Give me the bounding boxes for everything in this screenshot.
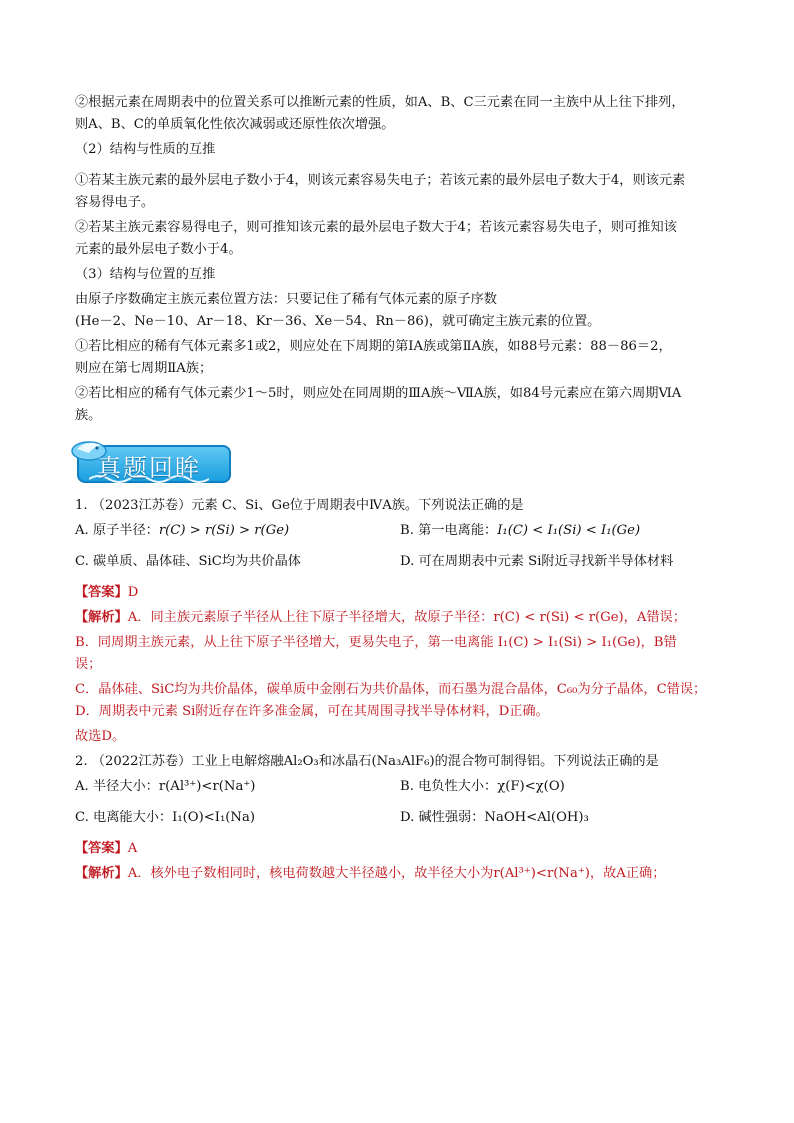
question-2-answer [75, 838, 725, 860]
paragraph-less-than-noble [75, 383, 725, 427]
text-line: ①若某主族元素的最外层电子数小于4，则该元素容易失电子；若该元素的最外层电子数大于4，则该元素 [75, 173, 686, 188]
question-2-options-row-1 [75, 776, 725, 798]
question-2-stem: 2. （2022江苏卷）工业上电解熔融Al₂O₃和冰晶石(Na₃AlF₆)的混合物可制得铝。下列说法正确的是 [75, 754, 659, 769]
question-1-analysis [75, 607, 725, 629]
question-1-stem: 1. （2023江苏卷）元素 C、Si、Ge位于周期表中ⅣA族。下列说法正确的是 [75, 498, 524, 513]
banner-title: 真题回眸 [97, 454, 201, 482]
option-label: B. 第一电离能： [400, 523, 498, 538]
text-line: 族。 [75, 408, 102, 423]
paragraph-more-than-noble [75, 336, 725, 380]
analysis-text: A．核外电子数相同时，核电荷数越大半径越小，故半径大小为r(Al³⁺)<r(Na⁺)，故A正确； [127, 866, 666, 881]
paragraph-atomic-number-method [75, 289, 725, 333]
text-line: ①若比相应的稀有气体元素多1或2，则应处在下周期的第ⅠA族或第ⅡA族，如88号元素：88－86＝2， [75, 339, 672, 354]
analysis-line-d: D．周期表中元素 Si附近存在许多准金属，可在其周围寻找半导体材料，D正确。 [75, 704, 549, 719]
option-expression: I₁(C) < I₁(Si) < I₁(Ge) [497, 523, 641, 538]
analysis-label: 【解析】 [75, 866, 128, 881]
heading-structure-position: （3）结构与位置的互推 [75, 267, 216, 282]
option-expression: r(C) > r(Si) > r(Ge) [158, 523, 290, 538]
text-line: ②若比相应的稀有气体元素少1～5时，则应处在同周期的ⅢA族～ⅦA族，如84号元素应在第六周期ⅥA [75, 386, 682, 401]
analysis-line-c: C．晶体硅、SiC均为共价晶体，碳单质中金刚石为共价晶体，而石墨为混合晶体，C₆₀为分子晶体，C错误； [75, 682, 707, 697]
option-c: C. 碳单质、晶体硅、SiC均为共价晶体 [75, 554, 301, 569]
analysis-text: A．同主族元素原子半径从上往下原子半径增大，故原子半径：r(C) < r(Si) < r(Ge)，A错误； [127, 610, 686, 625]
text-line: ②根据元素在周期表中的位置关系可以推断元素的性质，如A、B、C三元素在同一主族中从上往下排列， [75, 95, 685, 110]
analysis-label: 【解析】 [75, 610, 128, 625]
text-line: ②若某主族元素容易得电子，则可推知该元素的最外层电子数大于4；若该元素容易失电子，则可推知该 [75, 220, 677, 235]
section-banner [69, 435, 239, 487]
option-label: A. 原子半径： [75, 523, 159, 538]
text-line: 则A、B、C的单质氧化性依次减弱或还原性依次增强。 [75, 117, 395, 132]
option-b: B. 电负性大小：χ(F)<χ(O) [400, 779, 565, 794]
question-1-answer [75, 582, 725, 604]
text-line: 则应在第七周期ⅡA族； [75, 361, 213, 376]
paragraph-outer-electrons-gain [75, 217, 725, 261]
paragraph-position-inference [75, 92, 725, 136]
text-line: 元素的最外层电子数小于4。 [75, 242, 242, 257]
question-1-conclusion: 故选D。 [75, 729, 126, 744]
option-b [400, 520, 725, 542]
option-d: D. 碱性强弱：NaOH<Al(OH)₃ [400, 810, 589, 825]
option-a: A. 半径大小：r(Al³⁺)<r(Na⁺) [75, 779, 256, 794]
answer-label: 【答案】 [75, 585, 128, 600]
question-1-options-row-2 [75, 551, 725, 573]
answer-label: 【答案】 [75, 841, 128, 856]
analysis-line-b1: B．同周期主族元素，从上往下原子半径增大，更易失电子，第一电离能 I₁(C) > I₁(Si) > I₁(Ge)，B错 [75, 635, 677, 650]
option-a [75, 520, 400, 542]
text-line: (He－2、Ne－10、Ar－18、Kr－36、Xe－54、Rn－86)，就可确定主族元素的位置。 [75, 314, 601, 329]
analysis-line-a [75, 607, 725, 629]
question-1-analysis-cd [75, 679, 725, 723]
option-c: C. 电离能大小：I₁(O)<I₁(Na) [75, 810, 255, 825]
paragraph-outer-electrons-lose [75, 170, 725, 214]
text-line: 由原子序数确定主族元素位置方法：只要记住了稀有气体元素的原子序数 [75, 292, 497, 307]
analysis-line-b2: 误； [75, 657, 102, 672]
heading-structure-property: （2）结构与性质的互推 [75, 142, 216, 157]
answer-value: A [127, 841, 138, 856]
text-line: 容易得电子。 [75, 195, 155, 210]
document-page [75, 92, 725, 888]
answer-value: D [127, 585, 139, 600]
question-1-analysis-b [75, 632, 725, 676]
question-1-options-row-1 [75, 520, 725, 542]
analysis-line-a [75, 863, 725, 885]
option-d: D. 可在周期表中元素 Si附近寻找新半导体材料 [400, 554, 674, 569]
question-2-analysis [75, 863, 725, 885]
question-2-options-row-2 [75, 807, 725, 829]
